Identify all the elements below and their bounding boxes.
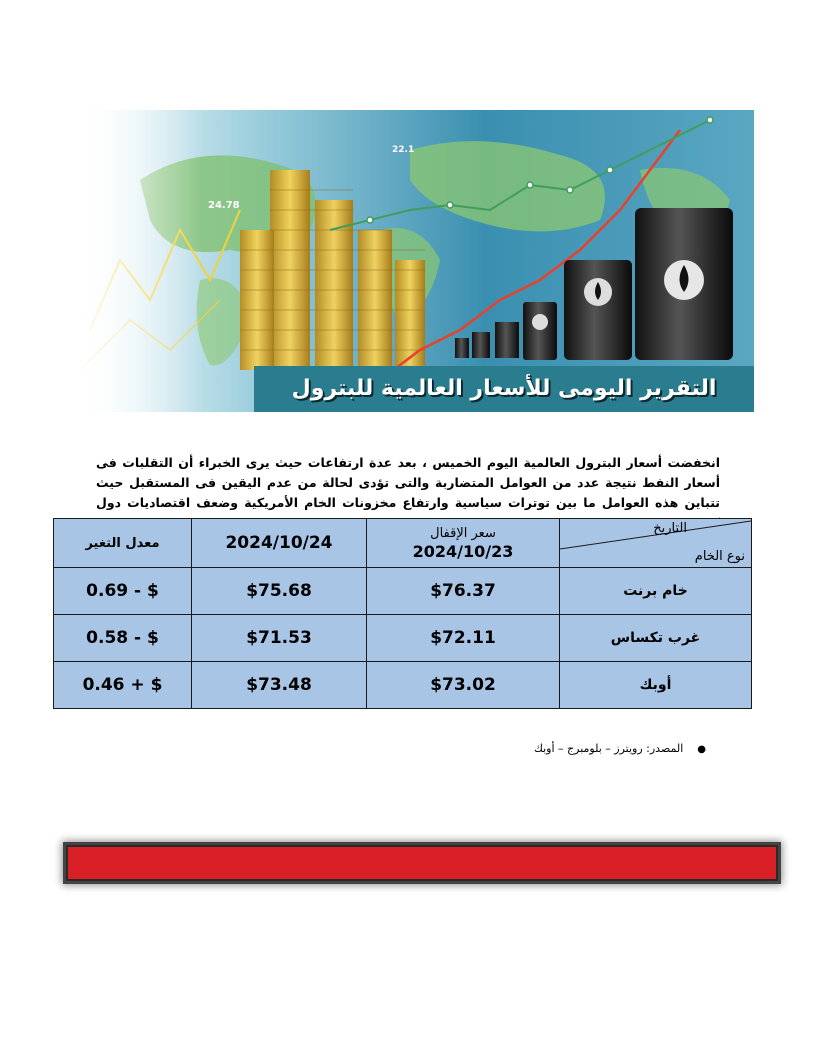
- crude-name: أوبك: [560, 662, 752, 709]
- close-price: $73.02: [367, 662, 560, 709]
- diagonal-header-cell: [560, 519, 752, 568]
- table-header-row: [54, 519, 752, 568]
- source-note: [534, 742, 706, 755]
- header-date-label: التاريخ: [653, 521, 687, 536]
- crude-name: غرب تكساس: [560, 615, 752, 662]
- close-price: $76.37: [367, 568, 560, 615]
- price-table: [53, 518, 752, 709]
- banner-title: التقرير اليومى للأسعار العالمية للبترول: [254, 366, 754, 412]
- price-change: $ - 0.69: [54, 568, 192, 615]
- intro-paragraph: انخفضت أسعار البترول العالمية اليوم الخميس ، بعد عدة ارتفاعات حيث يرى الخبراء أن التقلبات فى أسعار النفط نتيجة عدد من العوامل المتضاربة والتى تؤدى لحالة من عدم اليقين فى المستقبل حيث تتباين هذه العوامل ما بين توترات سياسية وارتفاع مخزونات الخام الأمريكية وضعف اقتصاديات دول: [96, 454, 720, 510]
- footer-red-bar: [66, 845, 778, 881]
- bullet-icon: ●: [697, 744, 706, 755]
- crude-name: خام برنت: [560, 568, 752, 615]
- header-change-rate: معدل التغير: [54, 519, 192, 568]
- current-price: $71.53: [192, 615, 367, 662]
- close-price: $72.11: [367, 615, 560, 662]
- table-row: [54, 568, 752, 615]
- table-row: [54, 615, 752, 662]
- price-change: $ + 0.46: [54, 662, 192, 709]
- current-price: $73.48: [192, 662, 367, 709]
- header-close-label: سعر الإقفال: [430, 526, 496, 541]
- header-current-date: 2024/10/24: [192, 519, 367, 568]
- source-text: المصدر: رويترز – بلومبرج – أوبك: [533, 742, 684, 755]
- table-row: [54, 662, 752, 709]
- current-price: $75.68: [192, 568, 367, 615]
- header-crude-type-label: نوع الخام: [694, 549, 745, 564]
- header-close-date: 2024/10/23: [412, 542, 514, 561]
- header-close-price: [367, 519, 560, 568]
- price-change: $ - 0.58: [54, 615, 192, 662]
